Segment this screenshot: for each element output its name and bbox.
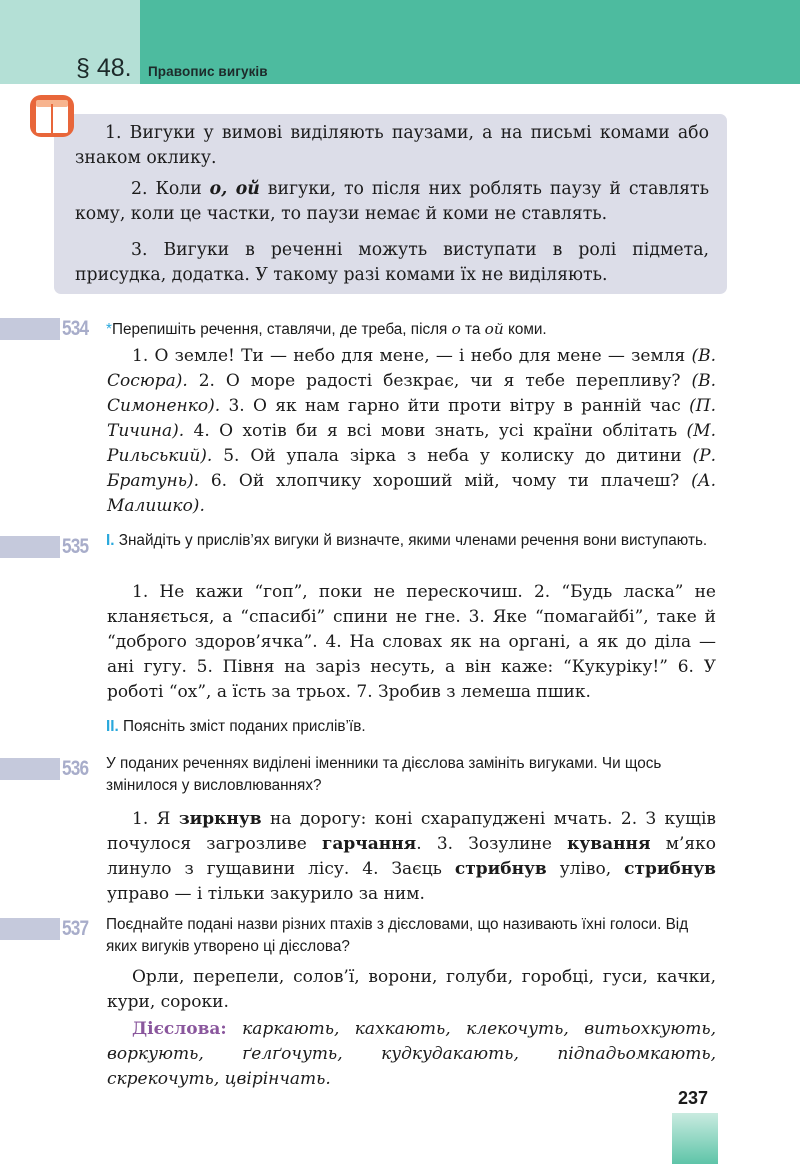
rule-2-emphasis: о, ой <box>209 179 260 199</box>
rule-1: 1. Вигуки у вимові виділяють паузами, а на письмі комами або знаком оклику. <box>75 123 709 168</box>
exercise-535-bar <box>0 536 60 558</box>
rule-3: 3. Вигуки в реченні можуть виступати в ролі підмета, присудка, додатка. У такому разі комами їх не виділяють. <box>75 240 709 285</box>
exercise-534-number: 534 <box>62 317 89 340</box>
rule-2: 2. Коли о, ой вигуки, то після них роблять паузу й ставлять кому, коли це частки, то паузи немає й коми не ставлять. <box>75 179 709 224</box>
exercise-537-verbs: Дієслова: каркають, кахкають, клекочуть, витьохкують, воркують, ґелґочуть, кудкудакають, підпадьомкають, скрекочуть, цвірінчать. <box>107 1019 716 1089</box>
exercise-534-text: 1. О земле! Ти — небо для мене, — і небо для мене — земля (В. Сосюра). 2. О море радості безкрає, чи я тебе перепливу? (В. Симоненко). 3. О як нам гарно йти проти вітру в ранній час (П. Тичина). 4. О хотів би я всі мови знать, усі країни облітать (М. Рильський). 5. Ой упала зірка з неба у колиску до дитини (Р. Братунь). 6. Ой хлопчику хороший мій, чому ти плачеш? (А. Малишко). <box>107 346 716 516</box>
exercise-534-task: *Перепишіть речення, ставлячи, де треба, після о та ой коми. <box>106 320 547 338</box>
exercise-535-task-1: I. Знайдіть у прислів’ях вигуки й визначте, якими членами речення вони виступають. <box>106 532 708 549</box>
exercise-535-number: 535 <box>62 535 89 558</box>
book-icon <box>27 92 77 140</box>
section-title: Правопис вигуків <box>148 64 268 79</box>
page-number: 237 <box>678 1088 709 1108</box>
exercise-534-bar <box>0 318 60 340</box>
exercise-535-text: 1. Не кажи “гоп”, поки не перескочиш. 2. “Будь ласка” не кланяється, а “спасибі” спини не гне. 3. Яке “помагайбі”, таке й “доброго здоров’ячка”. 4. На словах як на органі, а як до діла — ані гугу. 5. Півня на заріз несуть, а він каже: “Кукуріку!” 6. У роботі “ох”, а їсть за трьох. 7. Зробив з лемеша пшик. <box>107 582 716 702</box>
exercise-536-task: У поданих реченнях виділені іменники та дієслова замініть вигуками. Чи щось змінилося у висловлюваннях? <box>106 755 662 794</box>
exercise-535-task-2: II. Поясніть зміст поданих прислів’їв. <box>106 718 366 735</box>
exercise-536-bar <box>0 758 60 780</box>
page-tab <box>672 1113 718 1164</box>
exercise-537-birds: Орли, перепели, солов’ї, ворони, голуби, горобці, гуси, качки, кури, сороки. <box>107 967 716 1012</box>
exercise-537-bar <box>0 918 60 940</box>
section-number: § 48. <box>76 54 132 82</box>
exercise-537-number: 537 <box>62 917 89 940</box>
exercise-537-task: Поєднайте подані назви різних птахів з дієсловами, що називають їхні голоси. Від яких вигуків утворено ці дієслова? <box>106 916 689 955</box>
exercise-536-text: 1. Я зиркнув на дорогу: коні схарапуджені мчать. 2. З кущів почулося загрозливе гарчання. 3. Зозулине кування м’яко линуло з гущавини лісу. 4. Заєць стрибнув уліво, стрибнув управо — і тільки закурило за ним. <box>107 809 716 904</box>
exercise-536-number: 536 <box>62 757 89 780</box>
